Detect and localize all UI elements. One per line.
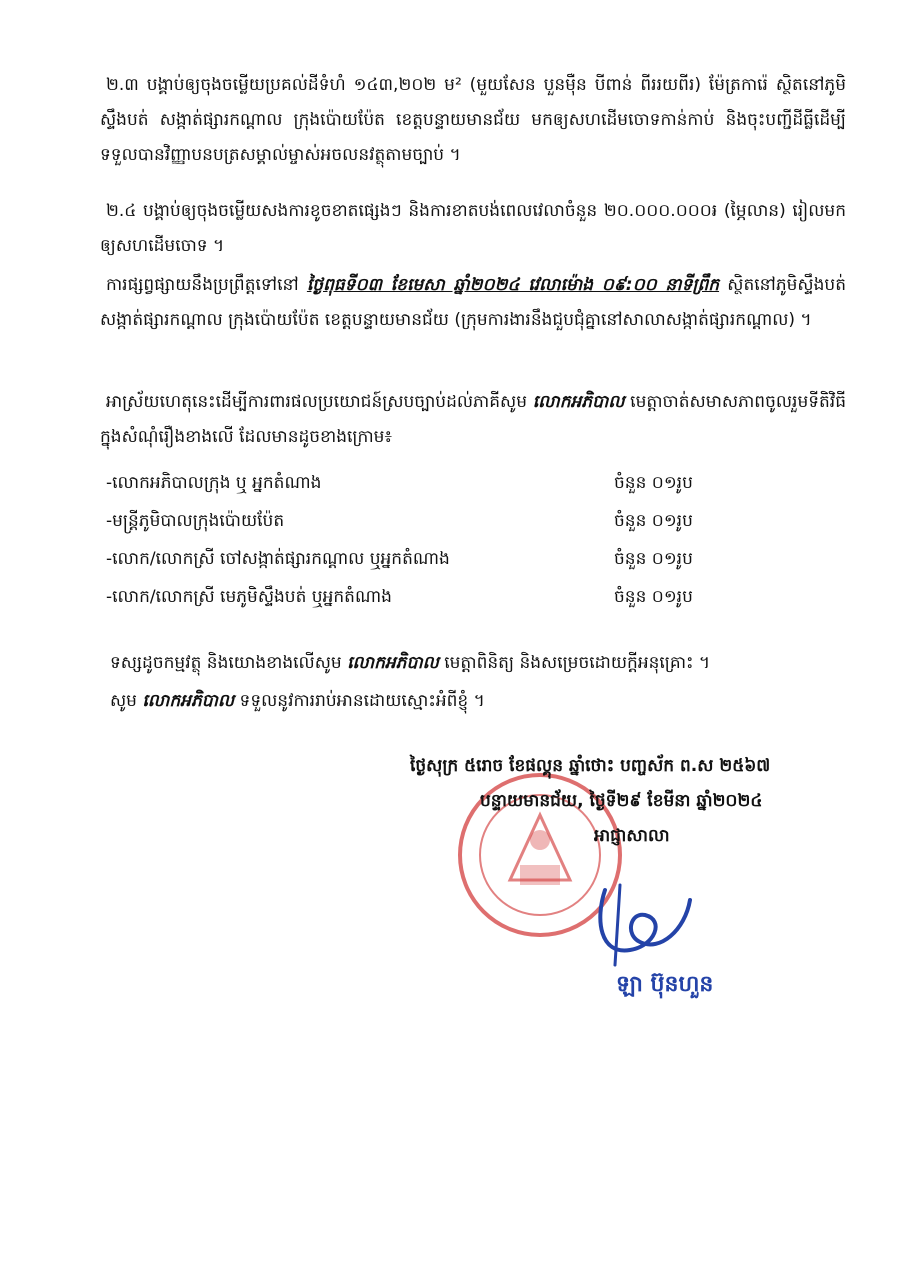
hearing-location: ស្ថិតនៅភូមិស្ទឹងបត់ សង្កាត់ផ្សារកណ្ដាល ក្រុងប៉ោយប៉ែត ខេត្តបន្ទាយមានជ័យ (ក្រុមការងារនឹងជួបជុំគ្នានៅសាលាសង្កាត់ផ្សារកណ្ដាល) ។ [100, 275, 846, 330]
participant-count: ចំនួន ០១រូប [614, 511, 693, 531]
paragraph-2-4 [100, 194, 846, 264]
lunar-date: ថ្ងៃសុក្រ ៥រោច ខែផល្គុន ឆ្នាំថោះ បញ្ចស័ក ព.ស ២៥៦៧ [410, 756, 771, 776]
request-paragraph [100, 385, 846, 455]
closing-1-suffix: មេត្តាពិនិត្យ និងសម្រេចដោយក្ដីអនុគ្រោះ ។ [438, 653, 711, 673]
participant-count: ចំនួន ០១រូប [614, 587, 693, 607]
paragraph-2-4-text: ២.៤ បង្គាប់ឲ្យចុងចម្លើយសងការខូចខាតផ្សេងៗ និងការខាតបង់ពេលវេលាចំនួន ២០.០០០.០០០៛ (ម្ភៃលាន) រៀលមកឲ្យសហដើមចោទ ។ [100, 201, 846, 256]
hearing-paragraph [100, 268, 846, 338]
hearing-datetime: ថ្ងៃពុធទី០៣ ខែមេសា ឆ្នាំ២០២៤ វេលាម៉ោង ០៩:០០ នាទីព្រឹក [306, 275, 720, 295]
handwritten-signature-icon [585, 880, 705, 970]
participant-label: -លោកអភិបាលក្រុង ឬ អ្នកតំណាង [106, 473, 322, 493]
closing-2-suffix: ទទួលនូវការរាប់អានដោយស្មោះអំពីខ្ញុំ ។ [234, 691, 485, 711]
request-suffix: មេត្តាចាត់សមាសភាពចូលរួមទីតិវិធីក្នុងសំណុំរឿងខាងលើ ដែលមានដូចខាងក្រោម៖ [100, 392, 846, 447]
place-date: បន្ទាយមានជ័យ, ថ្ងៃទី២៩ ខែមីនា ឆ្នាំ២០២៤ [480, 791, 763, 811]
participant-label: -លោក/លោកស្រី ចៅសង្កាត់ផ្សារកណ្ដាល ឬអ្នកតំណាង [106, 549, 450, 569]
signer-title: អាជ្ញាសាលា [594, 826, 670, 846]
hearing-prefix: ការផ្សព្វផ្សាយនឹងប្រព្រឹត្តទៅនៅ [106, 275, 307, 295]
participant-row-3 [106, 548, 706, 582]
closing-2-prefix: សូម [110, 691, 143, 711]
participant-count: ចំនួន ០១រូប [614, 549, 693, 569]
request-title: លោកអភិបាល [532, 392, 625, 412]
participant-label: -មន្ត្រីភូមិបាលក្រុងប៉ោយប៉ែត [106, 511, 285, 531]
participant-label: -លោក/លោកស្រី មេភូមិស្ទឹងបត់ ឬអ្នកតំណាង [106, 587, 392, 607]
closing-line-1 [110, 652, 710, 677]
closing-1-prefix: ទស្សដូចកម្មវត្ថុ និងយោងខាងលើសូម [110, 653, 348, 673]
participant-count: ចំនួន ០១រូប [614, 473, 693, 493]
paragraph-2-3-text: ២.៣ បង្គាប់ឲ្យចុងចម្លើយប្រគល់ដីទំហំ ១៤៣,២០២ ម² (មួយសែន បួនម៉ឺន បីពាន់ ពីររយពីរ) ម៉ែត្រការ៉េ ស្ថិតនៅភូមិស្ទឹងបត់ សង្កាត់ផ្សារកណ្ដាល ក្រុងប៉ោយប៉ែត ខេត្តបន្ទាយមានជ័យ មកឲ្យសហដើមចោទកាន់កាប់ និងចុះបញ្ជីដីធ្លីដើម្បីទទួលបានវិញ្ញាបនបត្រសម្គាល់ម្ចាស់អចលនវត្ថុតាមច្បាប់ ។ [100, 75, 846, 165]
paragraph-2-3 [100, 68, 846, 173]
participant-row-1 [106, 472, 706, 506]
participant-row-2 [106, 510, 706, 544]
participant-row-4 [106, 586, 706, 620]
closing-line-2 [110, 690, 485, 715]
closing-1-title: លោកអភិបាល [347, 653, 439, 673]
signer-name: ឡា ប៊ុនហួន [616, 972, 714, 997]
request-prefix: អាស្រ័យហេតុនេះដើម្បីការពារផលប្រយោជន៍ស្របច្បាប់ដល់ភាគីសូម [106, 392, 533, 412]
closing-2-title: លោកអភិបាល [142, 691, 235, 711]
